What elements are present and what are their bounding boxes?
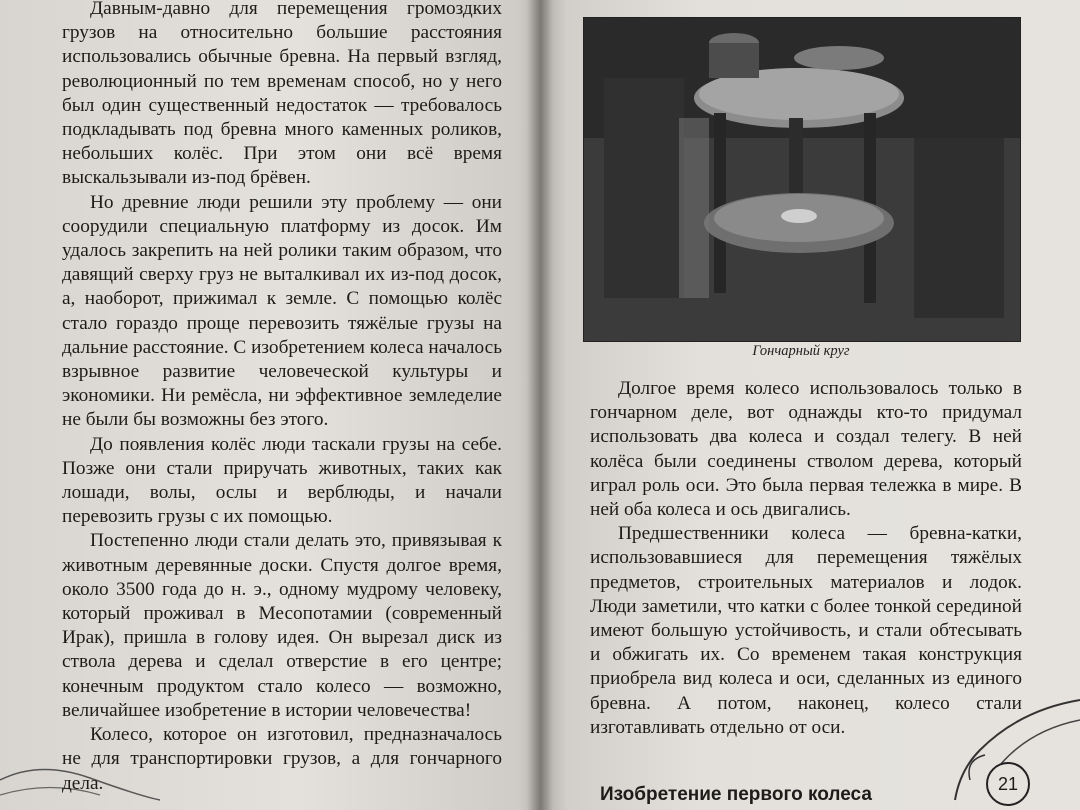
book-gutter	[527, 0, 553, 810]
left-paragraph: Но древние люди решили эту проблему — они соорудили специальную платформу из досок. Им удалось закрепить на ней ролики таким образом, что давящий сверху груз не выталкивал их из-под досок, а, наоборот, прижимал к земле. С помощью колёс стало гораздо проще перевозить тяжёлые грузы на дальние расстояние. С изобретением колеса началось взрывное развитие человеческой культуры и экономики. Ни ремёсла, ни эффективное земледелие не были бы возможны без этого.	[62, 191, 503, 431]
pottery-wheel-photo	[583, 17, 1021, 342]
right-paragraph: Предшественники колеса — бревна-катки, использовавшиеся для перемещения тяжёлых предметов, строительных материалов и лодок. Люди заметили, что катки с более тонкой серединой имеют большую устойчивость, и стали обтесывать и обжигать их. Со временем такая конструкция приобрела вид колеса и оси, сделанных из единого бревна. А потом, наконец, колесо стали изготавливать отдельно от оси.	[590, 523, 1022, 738]
left-paragraph: Давным-давно для перемещения громоздких грузов на относительно большие расстояния использовались обычные бревна. На первый взгляд, революционный по тем временам способ, но у него был один существенный недостаток — требовалось подкладывать под бревна много каменных роликов, небольших колёс. При этом они всё время выскальзывали из-под брёвен.	[62, 0, 502, 189]
right-page-text	[590, 377, 1022, 740]
left-paragraph: Колесо, которое он изготовил, предназначалось не для транспортировки грузов, а для гончарного дела.	[62, 724, 502, 794]
page-number: 21	[986, 762, 1030, 806]
photo-caption: Гончарный круг	[752, 343, 850, 359]
left-paragraph: Постепенно люди стали делать это, привязывая к животным деревянные доски. Спустя долгое время, около 3500 года до н. э., одному мудрому человеку, который проживал в Месопотамии (современный Ирак), пришла в голову идея. Он вырезал диск из ствола дерева и сделал отверстие в его центре; конечным продуктом стало колесо — возможно, величайшее изобретение в истории человечества!	[62, 530, 502, 721]
pottery-wheel-illustration	[584, 18, 1020, 341]
chapter-footer-title: Изобретение первого колеса	[600, 784, 872, 805]
right-paragraph: Долгое время колесо использовалось только в гончарном деле, вот однажды кто-то придумал использовать два колеса и создал телегу. В ней колёса были соединены стволом дерева, который играл роль оси. Это была первая тележка в мире. В ней оба колеса и ось двигались.	[590, 378, 1022, 521]
left-page-text	[62, 0, 502, 796]
left-paragraph: До появления колёс люди таскали грузы на себе. Позже они стали приручать животных, таких как лошади, волы, ослы и верблюды, и начали перевозить грузы с их помощью.	[62, 433, 502, 528]
